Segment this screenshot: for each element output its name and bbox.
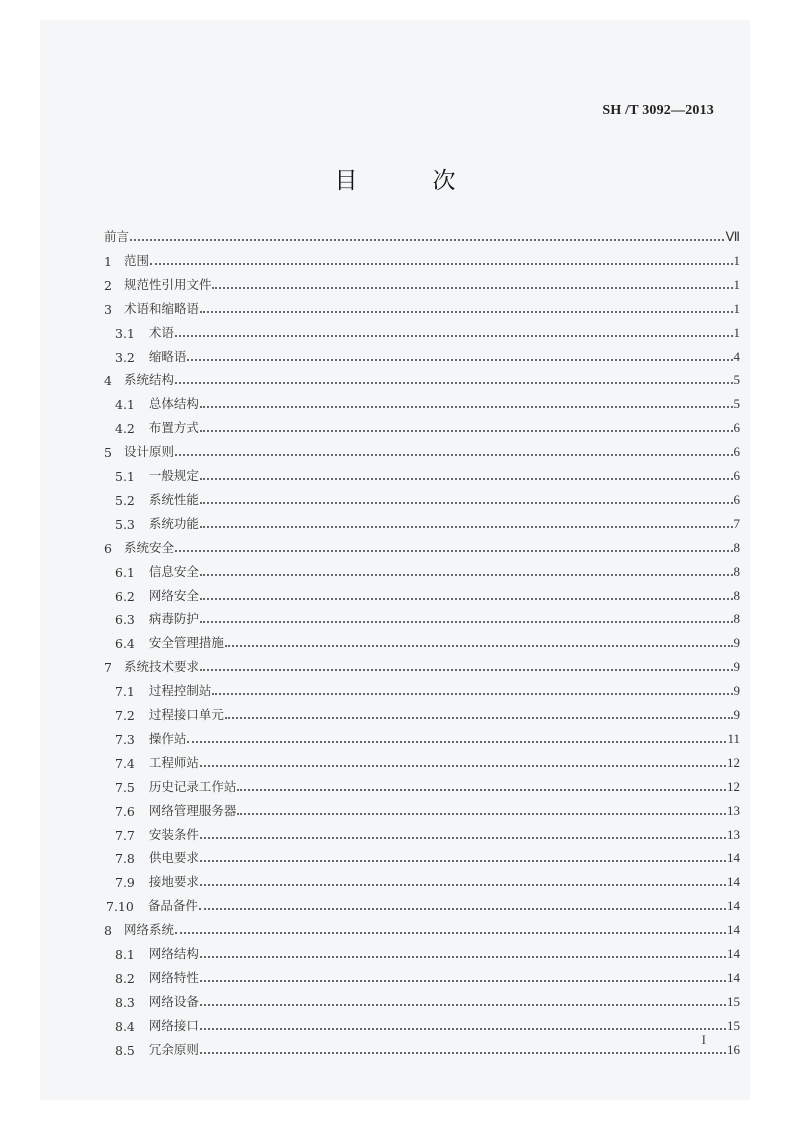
toc-entry-label: 操作站 xyxy=(148,730,187,746)
toc-entry-label: 系统技术要求 xyxy=(123,659,199,675)
toc-entry[interactable] xyxy=(104,225,740,245)
toc-entry[interactable] xyxy=(115,727,740,747)
toc-entry[interactable] xyxy=(115,512,740,532)
toc-leader-dots xyxy=(225,645,733,647)
toc-entry-page: 5 xyxy=(733,396,740,412)
toc-entry-number: 6.1 xyxy=(115,564,135,580)
toc-leader-dots xyxy=(200,1004,726,1006)
toc-entry[interactable] xyxy=(115,416,740,436)
toc-entry-number: 5.1 xyxy=(115,469,135,484)
toc-entry-page: 13 xyxy=(727,802,740,818)
toc-entry-label: 网络接口 xyxy=(148,1017,199,1033)
page-number: I xyxy=(701,1032,706,1047)
toc-entry-page: 8 xyxy=(733,611,740,627)
toc-entry-page: 14 xyxy=(727,946,740,961)
toc-entry[interactable] xyxy=(104,918,740,938)
toc-leader-dots xyxy=(200,884,726,886)
toc-entry-number: 7.1 xyxy=(115,684,135,700)
toc-leader-dots xyxy=(237,789,726,791)
toc-entry[interactable] xyxy=(115,631,740,651)
toc-entry[interactable] xyxy=(115,1038,740,1058)
toc-entry-number: 8.4 xyxy=(115,1018,135,1034)
toc-entry-page: 14 xyxy=(727,874,740,890)
toc-entry-page: 9 xyxy=(733,707,740,722)
toc-entry-label: 术语 xyxy=(148,324,174,340)
toc-entry-number: 8.1 xyxy=(115,947,135,962)
toc-entry[interactable] xyxy=(115,1014,740,1034)
toc-entry-label: 网络特性 xyxy=(148,969,199,985)
toc-entry-page: 14 xyxy=(727,898,740,914)
toc-entry-page: 15 xyxy=(727,1017,740,1033)
toc-entry-number: 8 xyxy=(104,923,112,939)
toc-entry-number: 7.5 xyxy=(115,779,135,795)
toc-leader-dots xyxy=(200,956,726,958)
toc-leader-dots xyxy=(175,550,733,552)
toc-entry-page: 14 xyxy=(727,850,740,866)
toc-entry-label: 系统性能 xyxy=(148,491,199,507)
toc-entry-number: 5.2 xyxy=(115,492,135,508)
toc-entry[interactable] xyxy=(104,536,740,556)
toc-entry-number: 8.3 xyxy=(115,994,135,1010)
toc-entry[interactable] xyxy=(115,799,740,819)
toc-entry[interactable] xyxy=(115,607,740,627)
toc-leader-dots xyxy=(200,311,733,313)
toc-leader-dots xyxy=(200,621,733,623)
toc-leader-dots xyxy=(200,406,733,408)
toc-leader-dots xyxy=(200,765,726,767)
toc-leader-dots xyxy=(212,287,732,289)
toc-entry-page: 14 xyxy=(727,969,740,985)
toc-entry-number: 4.2 xyxy=(115,421,135,437)
toc-leader-dots xyxy=(175,335,733,337)
toc-entry-number: 7 xyxy=(104,660,112,676)
toc-leader-dots xyxy=(200,837,726,839)
toc-entry-page: 6 xyxy=(733,491,740,507)
toc-entry-number: 7.7 xyxy=(115,827,135,843)
toc-entry-page: 15 xyxy=(727,993,740,1009)
toc-entry[interactable] xyxy=(115,942,740,962)
toc-leader-dots xyxy=(175,454,733,456)
toc-entry-page: 6 xyxy=(733,420,740,436)
toc-leader-dots xyxy=(200,598,733,600)
toc-entry-label: 系统安全 xyxy=(123,539,174,555)
toc-entry-number: 7.3 xyxy=(115,731,135,747)
toc-entry-number: 6.3 xyxy=(115,612,135,628)
toc-entry-label: 范围 xyxy=(123,252,149,268)
toc-entry-label: 一般规定 xyxy=(148,468,199,483)
toc-entry[interactable] xyxy=(115,488,740,508)
toc-entry-number: 6.4 xyxy=(115,636,135,652)
toc-leader-dots xyxy=(200,1028,726,1030)
toc-entry-page: Ⅶ xyxy=(725,229,740,244)
toc-leader-dots xyxy=(199,908,726,910)
toc-entry-number: 2 xyxy=(104,277,112,293)
toc-entry[interactable] xyxy=(115,560,740,580)
toc-entry-page: 1 xyxy=(733,276,740,292)
toc-entry[interactable] xyxy=(115,679,740,699)
toc-leader-dots xyxy=(200,669,733,671)
toc-entry-label: 病毒防护 xyxy=(148,611,199,627)
toc-entry-label: 工程师站 xyxy=(148,754,199,770)
toc-entry-number: 8.5 xyxy=(115,1042,135,1058)
toc-entry-label: 布置方式 xyxy=(148,420,199,436)
toc-entry-label: 网络设备 xyxy=(148,993,199,1009)
toc-entry-number: 6 xyxy=(104,540,112,556)
toc-entry[interactable] xyxy=(115,584,740,604)
toc-entry-number: 8.2 xyxy=(115,970,135,986)
toc-entry-label: 网络系统 xyxy=(123,922,174,938)
toc-leader-dots xyxy=(225,717,733,719)
toc-entry-page: 13 xyxy=(727,826,740,842)
toc-entry-label: 冗余原则 xyxy=(148,1041,199,1057)
toc-entry-label: 网络安全 xyxy=(148,587,199,603)
toc-entry-number: 3 xyxy=(104,301,112,317)
toc-leader-dots xyxy=(200,574,733,576)
toc-entry[interactable] xyxy=(104,368,740,388)
toc-entry-number: 7.9 xyxy=(115,875,135,891)
toc-leader-dots xyxy=(175,382,733,384)
toc-entry-page: 9 xyxy=(733,683,740,699)
toc-entry-label: 总体结构 xyxy=(148,396,199,412)
toc-entry-page: 11 xyxy=(727,730,740,746)
toc-entry-label: 备品备件 xyxy=(147,898,198,914)
toc-entry[interactable] xyxy=(104,249,740,269)
toc-leader-dots xyxy=(200,430,733,432)
toc-entry-label: 系统结构 xyxy=(123,372,174,388)
toc-leader-dots xyxy=(200,502,733,504)
toc-entry-label: 规范性引用文件 xyxy=(123,276,212,292)
toc-entry-page: 5 xyxy=(733,372,740,388)
toc-entry-number: 3.2 xyxy=(115,349,135,365)
toc-leader-dots xyxy=(175,932,726,934)
toc-leader-dots xyxy=(187,741,726,743)
toc-leader-dots xyxy=(200,478,733,480)
toc-entry-label: 供电要求 xyxy=(148,850,199,866)
toc-entry-label: 过程控制站 xyxy=(148,683,212,699)
toc-entry-page: 6 xyxy=(733,468,740,483)
toc-entry-page: 6 xyxy=(733,444,740,460)
toc-entry[interactable] xyxy=(104,297,740,317)
toc-entry-label: 过程接口单元 xyxy=(148,707,224,722)
toc-entry-number: 4.1 xyxy=(115,397,135,413)
toc-entry[interactable] xyxy=(115,464,740,484)
toc-entry[interactable] xyxy=(115,321,740,341)
toc-entry-label: 网络管理服务器 xyxy=(148,802,237,818)
toc-entry-number: 7.2 xyxy=(115,708,135,723)
standard-code: SH /T 3092—2013 xyxy=(602,103,714,118)
toc-entry-page: 9 xyxy=(733,659,740,675)
toc-leader-dots xyxy=(187,359,732,361)
toc-entry[interactable] xyxy=(115,703,740,723)
toc-entry[interactable] xyxy=(115,823,740,843)
toc-entry-label: 设计原则 xyxy=(123,444,174,460)
toc-entry-label: 术语和缩略语 xyxy=(123,300,199,316)
toc-entry-label: 信息安全 xyxy=(148,563,199,579)
toc-entry[interactable] xyxy=(115,990,740,1010)
document-page xyxy=(40,20,750,1100)
toc-entry-page: 9 xyxy=(733,635,740,651)
toc-entry-page: 8 xyxy=(733,539,740,555)
toc-entry-label: 安全管理措施 xyxy=(148,635,224,651)
toc-leader-dots xyxy=(200,980,726,982)
toc-entry[interactable] xyxy=(115,751,740,771)
toc-leader-dots xyxy=(200,1052,726,1054)
toc-entry-label: 安装条件 xyxy=(148,826,199,842)
toc-entry-label: 网络结构 xyxy=(148,946,199,961)
toc-leader-dots xyxy=(150,263,733,265)
toc-entry[interactable] xyxy=(115,966,740,986)
toc-entry-number: 7.6 xyxy=(115,803,135,819)
toc-entry-number: 5.3 xyxy=(115,516,135,532)
toc-entry-label: 历史记录工作站 xyxy=(148,778,237,794)
toc-leader-dots xyxy=(130,239,724,241)
toc-entry-page: 14 xyxy=(727,922,740,938)
toc-entry[interactable] xyxy=(115,775,740,795)
toc-entry-number: 6.2 xyxy=(115,588,135,604)
toc-entry[interactable] xyxy=(115,345,740,365)
toc-entry-page: 1 xyxy=(733,252,740,268)
toc-entry-number: 7.10 xyxy=(106,899,134,915)
toc-entry[interactable] xyxy=(115,870,740,890)
toc-entry-label: 缩略语 xyxy=(148,348,187,364)
toc-entry-label: 接地要求 xyxy=(148,874,199,890)
toc-entry-page: 8 xyxy=(733,587,740,603)
toc-entry-number: 4 xyxy=(104,373,112,389)
toc-entry-page: 12 xyxy=(727,754,740,770)
toc-leader-dots xyxy=(200,860,726,862)
toc-entry-label: 系统功能 xyxy=(148,515,199,531)
toc-entry-page: 4 xyxy=(733,348,740,364)
toc-entry[interactable] xyxy=(104,655,740,675)
toc-entry-page: 1 xyxy=(733,300,740,316)
toc-entry-number: 7.4 xyxy=(115,755,135,771)
toc-entry[interactable] xyxy=(115,846,740,866)
toc-entry[interactable] xyxy=(104,440,740,460)
toc-entry-label: 前言 xyxy=(104,229,130,244)
toc-leader-dots xyxy=(237,813,726,815)
toc-leader-dots xyxy=(200,526,733,528)
toc-entry-number: 5 xyxy=(104,445,112,461)
toc-leader-dots xyxy=(212,693,732,695)
toc-entry-page: 16 xyxy=(727,1041,740,1057)
toc-entry[interactable] xyxy=(106,894,740,914)
toc-entry-page: 1 xyxy=(733,324,740,340)
toc-entry[interactable] xyxy=(104,273,740,293)
toc-entry-number: 3.1 xyxy=(115,325,135,341)
toc-entry-page: 12 xyxy=(727,778,740,794)
toc-entry-page: 7 xyxy=(733,515,740,531)
toc-entry-number: 1 xyxy=(104,253,112,269)
toc-title: 目 次 xyxy=(334,168,482,194)
toc-entry[interactable] xyxy=(115,392,740,412)
toc-entry-number: 7.8 xyxy=(115,851,135,867)
toc-entry-page: 8 xyxy=(733,563,740,579)
